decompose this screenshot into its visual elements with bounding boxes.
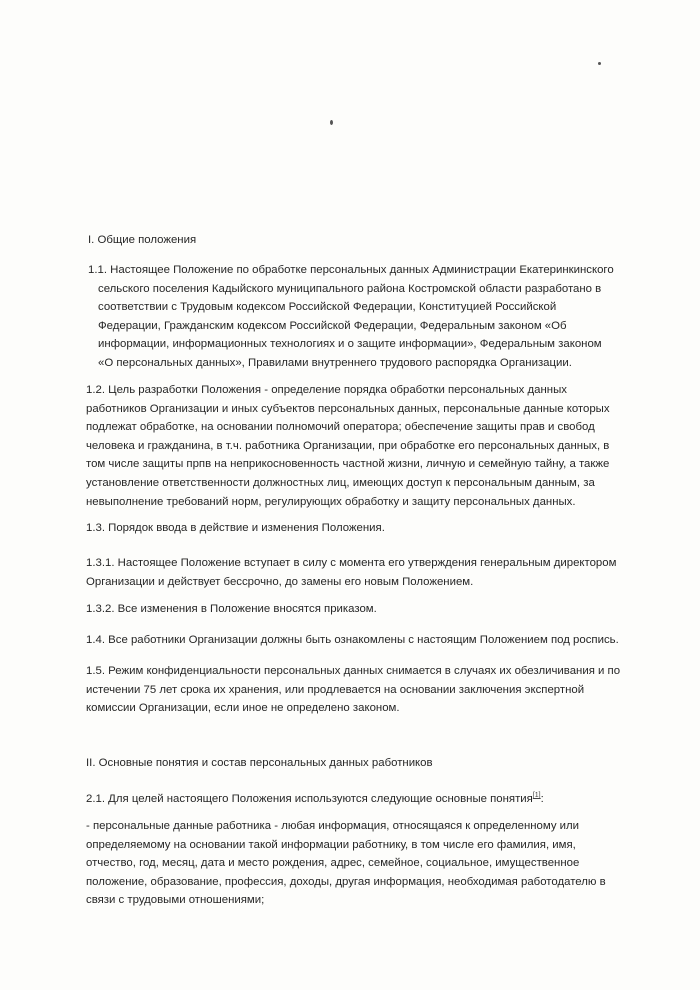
paragraph-1-3-1 [86,554,646,591]
text-line: 1.2. Цель разработки Положения - определение порядка обработки персональных данных [86,384,567,396]
paragraph-1-3 [86,519,646,538]
text-line: 1.1. Настоящее Положение по обработке персональных данных Администрации Екатеринкинского [88,264,614,276]
text-line: информации, информационных технологиях и о защите информации», Федеральным законом [98,338,602,351]
paragraph-2-1 [86,787,646,808]
text-line: сельского поселения Кадыйского муниципального района Костромской области разработано в [98,282,602,295]
text-line: установление ответственности должностных лиц, имеющих доступ к персональным данным, за [86,476,595,489]
text-line: Федерации, Гражданским кодексом Российской Федерации, Федеральным законом «Об [98,319,567,332]
text-line: «О персональных данных», Правилами внутреннего трудового распорядка Организации. [98,356,572,369]
text-line: работников Организации и иных субъектов персональных данных, персональные данные которых [86,402,610,415]
text-line: 1.3.2. Все изменения в Положение вносятся приказом. [86,603,377,615]
paragraph-1-3-2 [86,600,646,619]
section-2-title: II. Основные понятия и состав персональных данных работников [86,757,433,769]
text-line: 1.3.1. Настоящее Положение вступает в силу с момента его утверждения генеральным директором [86,557,617,569]
text-line: соответствии с Трудовым кодексом Российской Федерации, Конституцией Российской [98,301,557,314]
text-line: положение, образование, профессия, доходы, другая информация, необходимая работодателю в [86,875,606,888]
paragraph-definition [86,817,646,910]
text-line: 1.5. Режим конфиденциальности персональных данных снимается в случаях их обезличивания и по [86,665,621,677]
text-line: человека и гражданина, в т.ч. работника Организации, при обработке его персональных данных, в [86,439,610,452]
text-line: Организации и действует бессрочно, до замены его новым Положением. [86,575,474,588]
text-line: определяемому на основании такой информации работнику, в том числе его фамилия, имя, [86,838,576,851]
text-line: связи с трудовыми отношениями; [86,894,265,907]
scan-speck [598,62,601,65]
paragraph-1-2 [86,381,646,511]
scan-speck [330,120,333,125]
text-line: 1.4. Все работники Организации должны быть ознакомлены с настоящим Положением под роспись. [86,634,619,646]
text-line: невыполнение требований норм, регулирующих обработку и защиту персональных данных. [86,495,576,508]
text-line: отчество, год, месяц, дата и место рождения, адрес, семейное, социальное, имущественное [86,857,580,870]
paragraph-1-5 [86,662,646,718]
footnote-link[interactable]: [1] [532,792,541,799]
paragraph-1-4 [86,631,646,650]
text-line: 1.3. Порядок ввода в действие и изменения Положения. [86,522,385,534]
text-line: подлежат обработке, на основании полномочий оператора; обеспечение защиты прав и свобод [86,421,595,434]
text-line: комиссии Организации, если иное не определено законом. [86,702,400,715]
section-1-title: I. Общие положения [88,234,197,246]
paragraph-2-1-text: 2.1. Для целей настоящего Положения используются следующие основные понятия [86,792,533,805]
text-line: том числе защиты прпв на неприкосновенность частной жизни, личную и семейную тайну, а также [86,458,610,471]
paragraph-2-1-end: : [540,792,544,805]
paragraph-1-1 [80,261,670,373]
text-line [86,787,646,808]
text-line: истечении 75 лет срока их хранения, или продлевается на основании заключения экспертной [86,683,585,696]
text-line: - персональные данные работника - любая информация, относящаяся к определенному или [86,820,580,832]
